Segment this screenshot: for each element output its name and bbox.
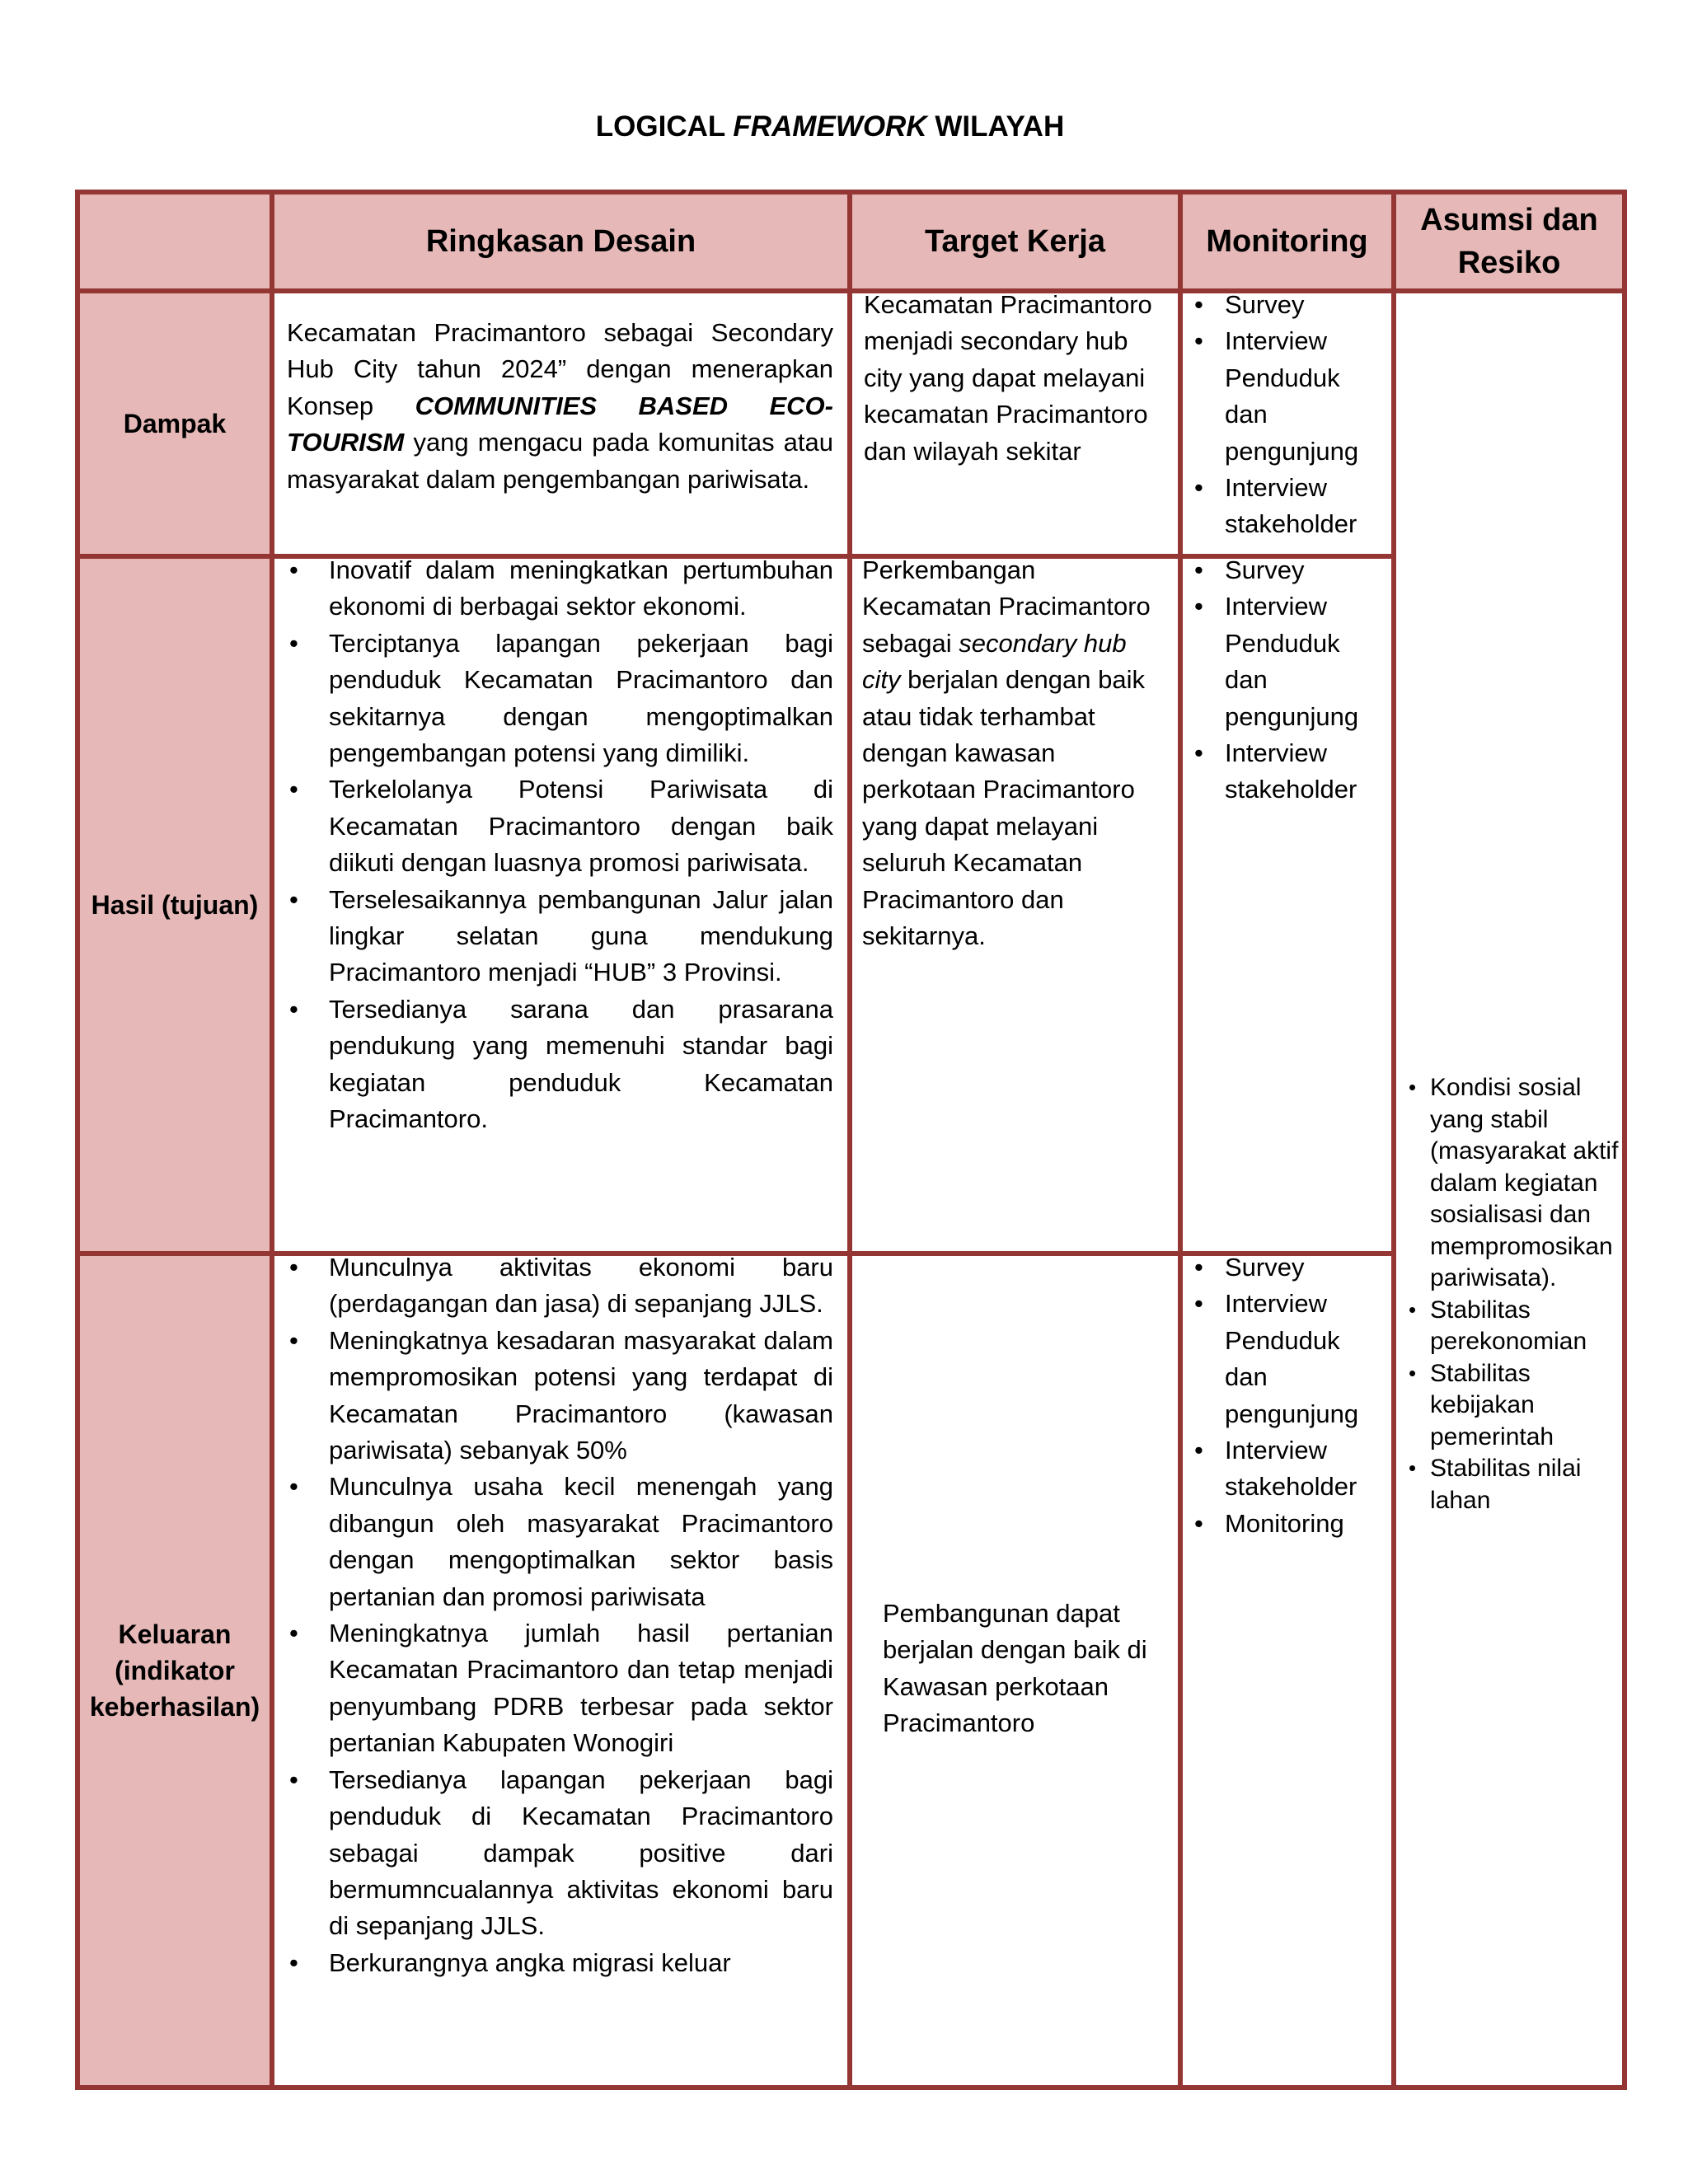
page-title: LOGICAL FRAMEWORK WILAYAH: [595, 110, 1065, 143]
monitoring-item: • Interview stakeholder: [1186, 470, 1388, 543]
monitoring-item: • Interview stakeholder: [1186, 735, 1388, 808]
monitoring-item: • Survey: [1186, 559, 1388, 588]
monitoring-item: • Interview Penduduk dan pengunjung: [1186, 588, 1388, 735]
monitoring-item: • Survey: [1186, 293, 1388, 323]
monitoring-item: • Interview Penduduk dan pengunjung: [1186, 1286, 1388, 1432]
list-item: • Terkelolanya Potensi Pariwisata di Kecamatan Pracimantoro dengan baik diikuti dengan luasnya promosi pariwisata.: [274, 771, 833, 881]
dampak-ringkasan-text: Kecamatan Pracimantoro sebagai Secondary Hub City tahun 2024” dengan menerapkan Konsep COMMUNITIES BASED ECO-TOURISM yang mengacu pada komunitas atau masyarakat dalam pengembangan pariwisata.: [287, 318, 833, 494]
asumsi-item: • Stabilitas kebijakan pemerintah: [1396, 1358, 1619, 1454]
hasil-target-cell: [852, 559, 1178, 1251]
header-target-kerja: Target Kerja: [852, 194, 1178, 288]
keluaran-target-cell: [852, 1256, 1178, 2085]
list-item: • Meningkatnya jumlah hasil pertanian Kecamatan Pracimantoro dan tetap menjadi penyumbang PDRB terbesar pada sektor pertanian Kabupaten Wonogiri: [274, 1615, 833, 1762]
header-asumsi-dan-resiko: Asumsi dan Resiko: [1396, 194, 1622, 288]
list-item: • Munculnya usaha kecil menengah yang dibangun oleh masyarakat Pracimantoro dengan mengoptimalkan sektor basis pertanian dan promosi pariwisata: [274, 1469, 833, 1615]
list-item: • Tersedianya lapangan pekerjaan bagi penduduk di Kecamatan Pracimantoro sebagai dampak positive dari bermumncualannya aktivitas ekonomi baru di sepanjang JJLS.: [274, 1762, 833, 1945]
list-item: • Terciptanya lapangan pekerjaan bagi penduduk Kecamatan Pracimantoro dan sekitarnya dengan mengoptimalkan pengembangan potensi yang dimiliki.: [274, 626, 833, 772]
hasil-monitoring-cell: [1183, 559, 1391, 1251]
dampak-target-cell: [852, 293, 1178, 554]
asumsi-item: • Stabilitas nilai lahan: [1396, 1453, 1619, 1516]
header-ringkasan-desain: Ringkasan Desain: [274, 194, 847, 288]
list-item: • Meningkatnya kesadaran masyarakat dalam mempromosikan potensi yang terdapat di Kecamatan Pracimantoro (kawasan pariwisata) sebanyak 50%: [274, 1323, 833, 1469]
monitoring-item: • Monitoring: [1186, 1506, 1388, 1542]
list-item: • Munculnya aktivitas ekonomi baru (perdagangan dan jasa) di sepanjang JJLS.: [274, 1256, 833, 1323]
keluaran-monitoring-cell: [1183, 1256, 1391, 2085]
asumsi-resiko-cell: [1396, 293, 1622, 2085]
list-item: • Terselesaikannya pembangunan Jalur jalan lingkar selatan guna mendukung Pracimantoro menjadi “HUB” 3 Provinsi.: [274, 882, 833, 991]
logical-framework-table: [75, 190, 1627, 2090]
list-item: • Berkurangnya angka migrasi keluar: [274, 1945, 833, 1981]
asumsi-item: • Stabilitas perekonomian: [1396, 1295, 1619, 1358]
keluaran-ringkasan-cell: [274, 1256, 847, 2085]
asumsi-item: • Kondisi sosial yang stabil (masyarakat aktif dalam kegiatan sosialisasi dan mempromosikan pariwisata).: [1396, 1072, 1619, 1295]
dampak-target-text: Kecamatan Pracimantoro menjadi secondary hub city yang dapat melayani kecamatan Pracimantoro dan wilayah sekitar: [864, 293, 1152, 466]
dampak-ringkasan-cell: [274, 293, 847, 554]
dampak-monitoring-cell: [1183, 293, 1391, 554]
hasil-target-text: Perkembangan Kecamatan Pracimantoro sebagai secondary hub city berjalan dengan baik atau tidak terhambat dengan kawasan perkotaan Pracimantoro yang dapat melayani seluruh Kecamatan Pracimantoro dan sekitarnya.: [862, 559, 1151, 951]
keluaran-target-text: Pembangunan dapat berjalan dengan baik di Kawasan perkotaan Pracimantoro: [883, 1599, 1147, 1738]
monitoring-item: • Interview stakeholder: [1186, 1432, 1388, 1506]
monitoring-item: • Survey: [1186, 1256, 1388, 1286]
row-label-dampak: Dampak: [80, 293, 270, 554]
hasil-ringkasan-cell: [274, 559, 847, 1251]
list-item: • Tersedianya sarana dan prasarana pendukung yang memenuhi standar bagi kegiatan penduduk Kecamatan Pracimantoro.: [274, 991, 833, 1138]
monitoring-item: • Interview Penduduk dan pengunjung: [1186, 323, 1388, 470]
row-label-keluaran: Keluaran (indikator keberhasilan): [80, 1256, 270, 2085]
header-blank-cell: [80, 194, 270, 288]
list-item: • Inovatif dalam meningkatkan pertumbuhan ekonomi di berbagai sektor ekonomi.: [274, 559, 833, 626]
row-label-hasil: Hasil (tujuan): [80, 559, 270, 1251]
header-monitoring: Monitoring: [1183, 194, 1391, 288]
